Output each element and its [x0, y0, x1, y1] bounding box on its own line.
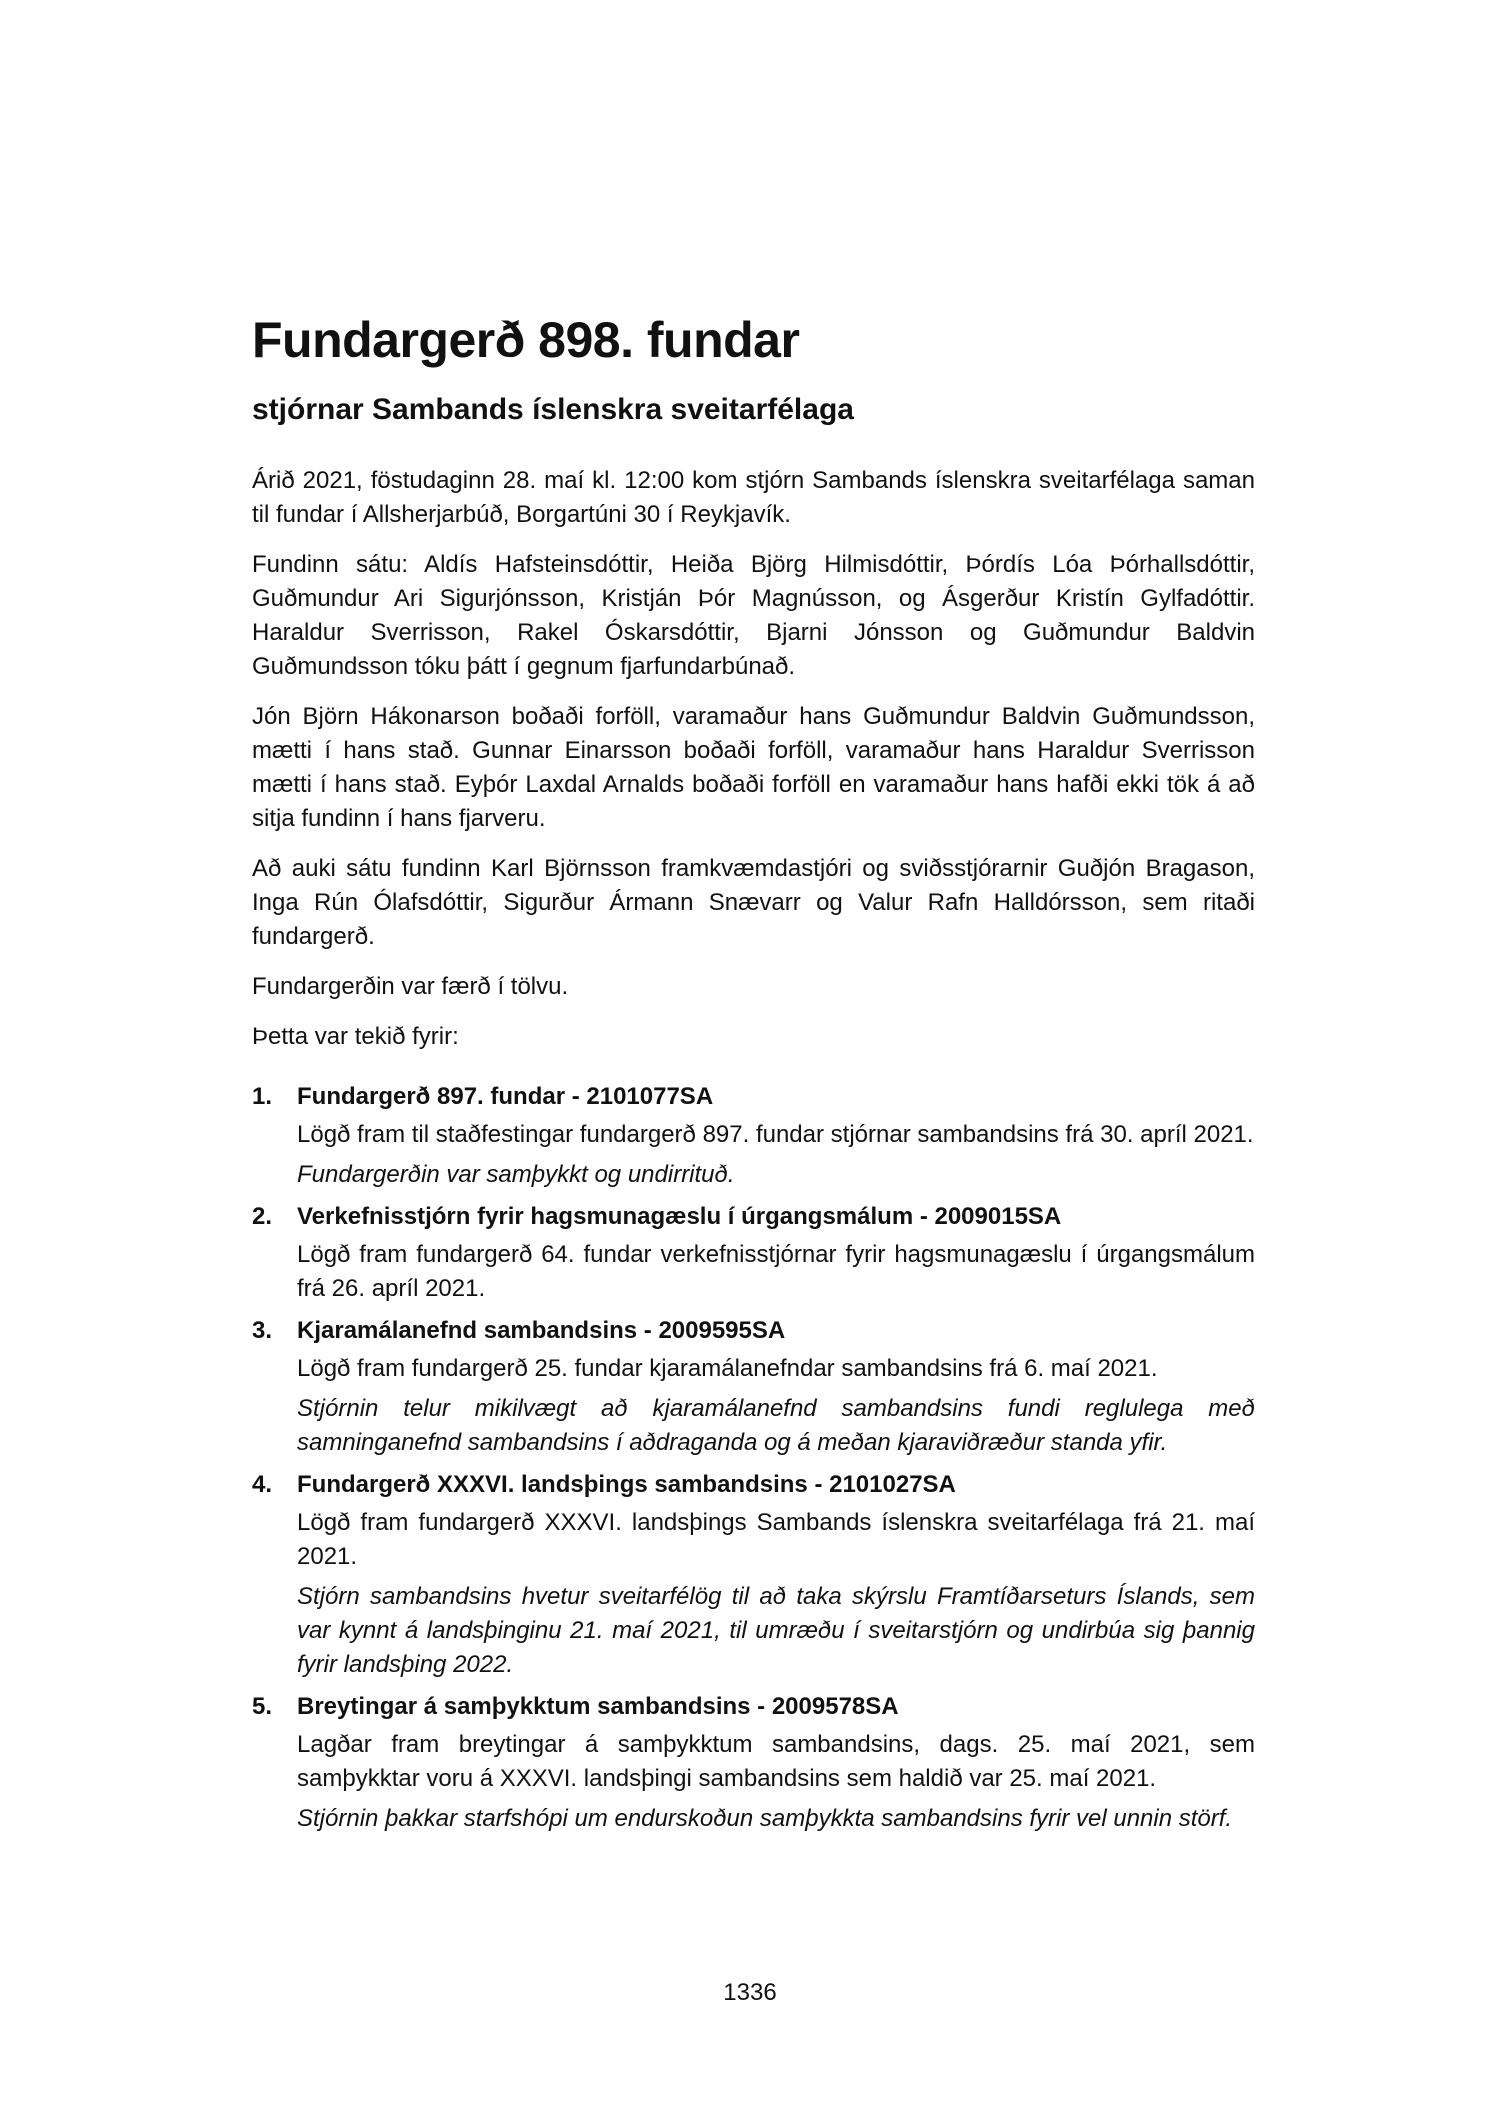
agenda-item: [252, 1200, 1255, 1306]
paragraph-date-location: Árið 2021, föstudaginn 28. maí kl. 12:00 kom stjórn Sambands íslenskra sveitarfélaga saman til fundar í Allsherjarbúð, Borgartúni 30 í Reykjavík.: [252, 467, 1255, 528]
agenda-item-heading: Kjaramálanefnd sambandsins - 2009595SA: [297, 1317, 786, 1344]
paragraph-agenda-intro: Þetta var tekið fyrir:: [252, 1023, 459, 1050]
paragraph-staff: Að auki sátu fundinn Karl Björnsson framkvæmdastjóri og sviðsstjórarnir Guðjón Bragason, Inga Rún Ólafsdóttir, Sigurður Ármann Snævarr og Valur Rafn Halldórsson, sem ritaði fundargerð.: [252, 855, 1255, 950]
agenda-item-text: Lögð fram fundargerð XXXVI. landsþings Sambands íslenskra sveitarfélaga frá 21. maí 2021.: [297, 1509, 1255, 1570]
agenda-item-number: 1.: [252, 1083, 273, 1110]
agenda-item-resolution: Stjórnin þakkar starfshópi um endurskoðun samþykkta sambandsins fyrir vel unnin störf.: [297, 1805, 1233, 1832]
agenda-item-heading: Fundargerð XXXVI. landsþings sambandsins - 2101027SA: [297, 1471, 956, 1498]
agenda-item: [252, 1468, 1255, 1682]
page-title: Fundargerð 898. fundar: [252, 312, 800, 368]
page-subtitle: stjórnar Sambands íslenskra sveitarfélaga: [252, 393, 854, 426]
agenda-item-resolution: Stjórn sambandsins hvetur sveitarfélög til að taka skýrslu Framtíðarseturs Íslands, sem var kynnt á landsþinginu 21. maí 2021, til umræðu í sveitarstjórn og undirbúa sig þannig fyrir landsþing 2022.: [297, 1583, 1255, 1678]
paragraph-recorded: Fundargerðin var færð í tölvu.: [252, 973, 569, 1000]
agenda-item: [252, 1080, 1255, 1192]
page-number: 1336: [723, 1979, 777, 2006]
agenda-item-text: Lögð fram til staðfestingar fundargerð 897. fundar stjórnar sambandsins frá 30. apríl 2021.: [297, 1121, 1254, 1148]
paragraph-attendees: Fundinn sátu: Aldís Hafsteinsdóttir, Heiða Björg Hilmisdóttir, Þórdís Lóa Þórhallsdóttir, Guðmundur Ari Sigurjónsson, Kristján Þór Magnússon, og Ásgerður Kristín Gylfadóttir. Haraldur Sverrisson, Rakel Óskarsdóttir, Bjarni Jónsson og Guðmundur Baldvin Guðmundsson tóku þátt í gegnum fjarfundarbúnað.: [252, 551, 1255, 680]
agenda-item-number: 4.: [252, 1471, 273, 1498]
agenda-item-resolution: Stjórnin telur mikilvægt að kjaramálanefnd sambandsins fundi reglulega með samninganefnd sambandsins í aðdraganda og á meðan kjaraviðræður standa yfir.: [297, 1395, 1255, 1456]
document-page: [252, 308, 1255, 1844]
agenda-item-number: 2.: [252, 1203, 273, 1230]
agenda-item: [252, 1690, 1255, 1836]
agenda-item-heading: Fundargerð 897. fundar - 2101077SA: [297, 1083, 714, 1110]
agenda-item-text: Lagðar fram breytingar á samþykktum sambandsins, dags. 25. maí 2021, sem samþykktar voru á XXXVI. landsþingi sambandsins sem haldið var 25. maí 2021.: [297, 1731, 1255, 1792]
agenda-item-heading: Breytingar á samþykktum sambandsins - 2009578SA: [297, 1693, 899, 1720]
agenda-item-number: 5.: [252, 1693, 273, 1720]
agenda-item-number: 3.: [252, 1317, 273, 1344]
agenda-item-heading: Verkefnisstjórn fyrir hagsmunagæslu í úrgangsmálum - 2009015SA: [297, 1203, 1062, 1230]
agenda-item-text: Lögð fram fundargerð 64. fundar verkefnisstjórnar fyrir hagsmunagæslu í úrgangsmálum frá 26. apríl 2021.: [297, 1241, 1255, 1302]
agenda-item-resolution: Fundargerðin var samþykkt og undirrituð.: [297, 1161, 735, 1188]
agenda-item: [252, 1314, 1255, 1460]
agenda-list: [252, 1080, 1255, 1836]
paragraph-absences: Jón Björn Hákonarson boðaði forföll, varamaður hans Guðmundur Baldvin Guðmundsson, mætti í hans stað. Gunnar Einarsson boðaði forföll, varamaður hans Haraldur Sverrisson mætti í hans stað. Eyþór Laxdal Arnalds boðaði forföll en varamaður hans hafði ekki tök á að sitja fundinn í hans fjarveru.: [252, 703, 1255, 832]
agenda-item-text: Lögð fram fundargerð 25. fundar kjaramálanefndar sambandsins frá 6. maí 2021.: [297, 1355, 1158, 1382]
